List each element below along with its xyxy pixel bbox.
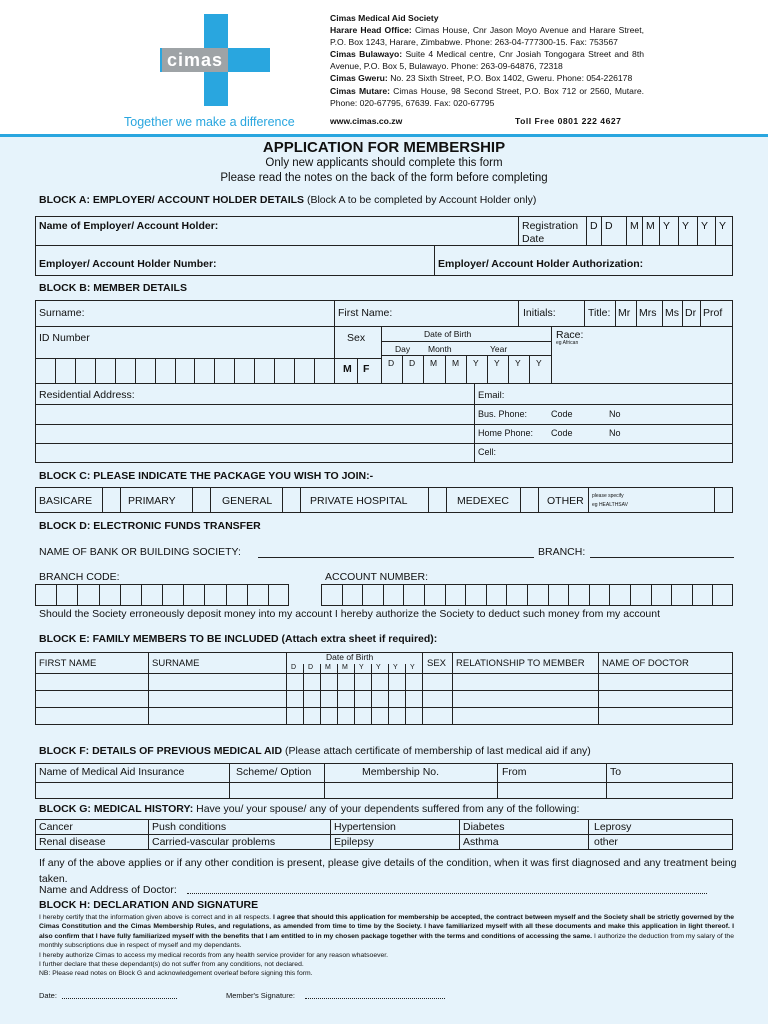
prev-aid-col-3 xyxy=(497,763,498,799)
harare-address: Cimas House, Cnr Jason Moyo Avenue and Harare Street, P.O. Box 1243, Harare, Zimbabwe. Phone: 263-04-777300-15. Fax: 753567 xyxy=(330,25,644,48)
reg-date-cell-divider xyxy=(715,216,716,245)
medical-condition-row2-0[interactable]: Renal disease xyxy=(39,836,106,848)
header-divider xyxy=(0,134,768,137)
family-dob-letter-4: Y xyxy=(359,664,364,671)
family-dob-letter-2: M xyxy=(325,664,331,671)
block-b-heading: BLOCK B: MEMBER DETAILS xyxy=(39,282,187,294)
previous-aid-header-line xyxy=(35,782,733,783)
family-col-divider xyxy=(452,652,453,725)
sex-label: Sex xyxy=(347,332,366,344)
doctor-name-address-label: Name and Address of Doctor: xyxy=(39,884,177,896)
branch-code-cell-divider xyxy=(77,584,78,606)
title-divider xyxy=(584,300,585,326)
date-label: Date: xyxy=(39,991,57,1000)
family-col-divider xyxy=(422,652,423,725)
dob-cell-6[interactable]: Y xyxy=(515,358,521,368)
sex-female-option[interactable]: F xyxy=(363,363,370,375)
authorize-deduction-text: Should the Society erroneously deposit money into my account I hereby authorize the Society to deduct such money from my account xyxy=(39,608,661,620)
package-option-0[interactable]: BASICARE xyxy=(39,495,93,507)
package-cell-divider xyxy=(538,487,539,513)
id-number-label: ID Number xyxy=(39,332,90,344)
contact-column-divider xyxy=(474,383,475,463)
contact-details xyxy=(330,12,644,109)
surname-label: Surname: xyxy=(39,307,85,319)
id-cell-divider xyxy=(254,358,255,383)
dob-cell-4[interactable]: Y xyxy=(473,358,479,368)
cell-label: Cell: xyxy=(478,447,497,457)
family-col-divider xyxy=(598,652,599,725)
medical-condition-row2-2[interactable]: Epilepsy xyxy=(334,836,374,848)
block-a-divider xyxy=(35,245,733,246)
medical-history-mid-line xyxy=(35,834,733,835)
package-option-5[interactable]: OTHER xyxy=(547,495,584,507)
reg-date-cell-0[interactable]: D xyxy=(590,220,598,232)
branch-code-cell-divider xyxy=(120,584,121,606)
first-name-label: First Name: xyxy=(338,307,393,319)
col-first-name: FIRST NAME xyxy=(39,658,97,669)
subtitle-read-notes: Please read the notes on the back of the form before completing xyxy=(220,172,548,184)
branch-code-cell-divider xyxy=(56,584,57,606)
reg-date-cell-4[interactable]: Y xyxy=(663,220,671,232)
block-h-heading: BLOCK H: DECLARATION AND SIGNATURE xyxy=(39,899,259,911)
account-number-cell-divider xyxy=(609,584,610,606)
account-number-cell-divider xyxy=(589,584,590,606)
sex-cells-top xyxy=(334,358,381,359)
package-option-1[interactable]: PRIMARY xyxy=(128,495,176,507)
id-cell-divider xyxy=(95,358,96,383)
condition-details-text: If any of the above applies or if any other condition is present, please give details of the condition, when it was first diagnosed and any treatment being taken. xyxy=(39,857,737,885)
branch-code-cell-divider xyxy=(141,584,142,606)
package-cell-divider xyxy=(102,487,103,513)
block-b-box xyxy=(35,300,733,463)
dob-day-label: Day xyxy=(395,344,411,354)
id-cell-divider xyxy=(294,358,295,383)
home-phone-label: Home Phone: xyxy=(478,428,534,438)
account-number-cell-divider xyxy=(445,584,446,606)
col-scheme-option: Scheme/ Option xyxy=(236,766,312,778)
website[interactable]: www.cimas.co.zw xyxy=(330,116,403,126)
block-f-heading: BLOCK F: DETAILS OF PREVIOUS MEDICAL AID (Please attach certificate of membership of last medical aid if any) xyxy=(39,745,591,757)
dob-cell-3[interactable]: M xyxy=(452,358,460,368)
block-a-heading: BLOCK A: EMPLOYER/ ACCOUNT HOLDER DETAILS (Block A to be completed by Account Holder only) xyxy=(39,194,537,206)
medical-condition-row2-4[interactable]: other xyxy=(594,836,618,848)
dob-cell-5[interactable]: Y xyxy=(494,358,500,368)
col-membership-no: Membership No. xyxy=(362,766,440,778)
residential-address-label: Residential Address: xyxy=(39,389,135,401)
race-divider xyxy=(551,326,552,383)
reg-date-cell-divider xyxy=(697,216,698,245)
account-number-cell-divider xyxy=(424,584,425,606)
block-c-heading: BLOCK C: PLEASE INDICATE THE PACKAGE YOU WISH TO JOIN:- xyxy=(39,470,374,482)
branch-code-cell-divider xyxy=(247,584,248,606)
account-number-cell-divider xyxy=(342,584,343,606)
reg-date-cell-1[interactable]: D xyxy=(605,220,613,232)
harare-label: Harare Head Office: xyxy=(330,25,412,36)
branch-code-cell-divider xyxy=(99,584,100,606)
medical-condition-row1-4[interactable]: Leprosy xyxy=(594,821,632,833)
reg-date-cell-5[interactable]: Y xyxy=(682,220,690,232)
id-cell-divider xyxy=(314,358,315,383)
reg-date-divider xyxy=(518,216,519,245)
title-divider xyxy=(636,300,637,326)
title-option-1[interactable]: Mrs xyxy=(639,307,657,319)
family-dob-divider xyxy=(337,664,338,725)
reg-date-cell-2[interactable]: M xyxy=(630,220,639,232)
tagline: Together we make a difference xyxy=(124,115,295,129)
account-number-cell-divider xyxy=(465,584,466,606)
id-cell-divider xyxy=(155,358,156,383)
title-divider xyxy=(615,300,616,326)
medical-condition-row2-3[interactable]: Asthma xyxy=(463,836,499,848)
date-line[interactable] xyxy=(62,998,177,999)
account-number-cell-divider xyxy=(362,584,363,606)
title-option-3[interactable]: Dr xyxy=(685,307,697,319)
family-dob-divider xyxy=(320,664,321,725)
form-title: APPLICATION FOR MEMBERSHIP xyxy=(262,139,506,156)
family-col-divider xyxy=(286,652,287,725)
package-option-3[interactable]: PRIVATE HOSPITAL xyxy=(310,495,408,507)
dob-cell-divider xyxy=(466,355,467,383)
org-name: Cimas Medical Aid Society xyxy=(330,13,439,23)
race-label: Race: xyxy=(556,329,584,341)
medical-condition-row2-1[interactable]: Carried-vascular problems xyxy=(152,836,276,848)
dob-month-label: Month xyxy=(428,344,452,354)
reg-date-cell-divider xyxy=(601,216,602,245)
gweru-address: No. 23 Sixth Street, P.O. Box 1402, Gweru. Phone: 054-226178 xyxy=(390,73,633,84)
sex-male-option[interactable]: M xyxy=(343,363,352,375)
branch-line[interactable] xyxy=(590,557,734,558)
reg-date-label-1: Registration xyxy=(522,220,579,232)
other-specify-note: please specify xyxy=(592,493,624,499)
reg-date-cell-divider xyxy=(626,216,627,245)
family-dob-letter-5: Y xyxy=(376,664,381,671)
package-cell-divider xyxy=(588,487,589,513)
branch-code-label: BRANCH CODE: xyxy=(39,571,120,583)
account-number-cell-divider xyxy=(486,584,487,606)
cimas-logo xyxy=(160,14,270,106)
medical-condition-row1-3[interactable]: Diabetes xyxy=(463,821,505,833)
account-number-cell-divider xyxy=(527,584,528,606)
title-divider xyxy=(682,300,683,326)
package-cell-divider xyxy=(446,487,447,513)
addr-line-2 xyxy=(35,424,733,425)
id-cell-divider xyxy=(214,358,215,383)
family-dob-letter-7: Y xyxy=(410,664,415,671)
initials-label: Initials: xyxy=(523,307,556,319)
package-cell-divider xyxy=(210,487,211,513)
mutare-address: Cimas House, 98 Second Street, P.O. Box 712 or 2560, Mutare. Phone: 020-67795, 67639. Fax: 020-67795 xyxy=(330,85,644,108)
dob-cell-divider xyxy=(529,355,530,383)
account-number-cell-divider xyxy=(568,584,569,606)
reg-date-cell-7[interactable]: Y xyxy=(719,220,727,232)
id-cell-divider xyxy=(115,358,116,383)
bank-name-label: NAME OF BANK OR BUILDING SOCIETY: xyxy=(39,546,241,558)
prev-aid-col-1 xyxy=(229,763,230,799)
title-option-4[interactable]: Prof xyxy=(703,307,723,319)
dob-label: Date of Birth xyxy=(424,329,472,339)
logo-wordmark: cimas xyxy=(162,48,228,72)
id-cells-top xyxy=(35,358,334,359)
account-number-label: ACCOUNT NUMBER: xyxy=(325,571,429,583)
medical-col-divider xyxy=(330,819,331,850)
family-dob-divider xyxy=(405,664,406,725)
doctor-name-address-line[interactable] xyxy=(187,893,707,894)
account-number-cell-divider xyxy=(712,584,713,606)
branch-label: BRANCH: xyxy=(538,546,586,558)
branch-code-cell-divider xyxy=(268,584,269,606)
medical-col-divider xyxy=(148,819,149,850)
family-dob-letter-1: D xyxy=(308,664,314,671)
id-cell-divider xyxy=(234,358,235,383)
reg-date-cell-divider xyxy=(642,216,643,245)
family-col-divider xyxy=(148,652,149,725)
package-cell-divider xyxy=(192,487,193,513)
bus-phone-label: Bus. Phone: xyxy=(478,409,528,419)
bulawayo-label: Cimas Bulawayo: xyxy=(330,49,403,60)
col-to: To xyxy=(610,766,622,778)
dob-year-label: Year xyxy=(490,344,508,354)
account-number-cell-divider xyxy=(403,584,404,606)
family-row-divider xyxy=(35,690,733,691)
family-dob-letter-0: D xyxy=(291,664,297,671)
surname-divider xyxy=(334,300,335,383)
account-number-cell-divider xyxy=(651,584,652,606)
subtitle-new-applicants: Only new applicants should complete this form xyxy=(265,157,503,169)
dob-cell-divider xyxy=(508,355,509,383)
declaration-text: I hereby certify that the information given above is correct and in all respects. I agree that should this application for membership be accepted, the contract between myself and the Society shall be strictly governed by the Cimas Constitution and the Cimas Membership Rules, and regulations, as amended from time to time by the Society. I have familiarized myself with all these documents and make this application in light thereof. I also confirm that I have fully familiarized myself with the benefits that I am entitled to in my chosen package together with the terms and conditions of accessing the same. I authorize the deduction from my salary of the monthly subscriptions due in respect of myself and my dependants. I hereby authorize Cimas to access my medical records from any health service provider for any reason whatsoever. I further declare that these dependant(s) do not suffer from any conditions, not declared. NB: Please read notes on Block G and acknowledgement overleaf before signing this form. xyxy=(39,914,735,978)
member-signature-label: Member's Signature: xyxy=(226,991,295,1000)
home-phone-no-label: No xyxy=(609,428,621,438)
bus-phone-no-label: No xyxy=(609,409,621,419)
col-medical-aid-name: Name of Medical Aid Insurance xyxy=(39,766,185,778)
bank-name-line[interactable] xyxy=(258,557,534,558)
addr-line-1 xyxy=(35,404,733,405)
package-cell-divider xyxy=(120,487,121,513)
bulawayo-address: Suite 4 Medical centre, Cnr Josiah Tongogara Street and 8th Avenue, P.O. Box 5, Bulawayo. Phone: 263-09-64876, 72318 xyxy=(330,49,644,72)
family-dob-divider xyxy=(303,664,304,725)
family-dob-divider xyxy=(371,664,372,725)
title-option-0[interactable]: Mr xyxy=(618,307,631,319)
family-row-divider xyxy=(35,707,733,708)
title-divider xyxy=(700,300,701,326)
title-label: Title: xyxy=(588,307,611,319)
block-b-row1-divider xyxy=(35,326,733,327)
family-dob-divider xyxy=(388,664,389,725)
branch-code-cell-divider xyxy=(162,584,163,606)
col-surname: SURNAME xyxy=(152,658,200,669)
letterhead xyxy=(0,0,768,136)
title-option-2[interactable]: Ms xyxy=(665,307,679,319)
family-dob-letter-3: M xyxy=(342,664,348,671)
dob-cell-divider xyxy=(487,355,488,383)
dob-cell-1[interactable]: D xyxy=(409,358,416,368)
col-name-of-doctor: NAME OF DOCTOR xyxy=(602,658,689,669)
account-number-cell-divider xyxy=(383,584,384,606)
dob-cell-7[interactable]: Y xyxy=(536,358,542,368)
account-number-cell-divider xyxy=(671,584,672,606)
reg-date-cell-divider xyxy=(659,216,660,245)
sex-mf-divider xyxy=(357,358,358,383)
id-cell-divider xyxy=(274,358,275,383)
medical-condition-row1-1[interactable]: Push conditions xyxy=(152,821,227,833)
block-b-row3-divider xyxy=(35,383,733,384)
package-cell-divider xyxy=(282,487,283,513)
branch-code-cell-divider xyxy=(226,584,227,606)
addr-line-3 xyxy=(35,443,733,444)
initials-divider xyxy=(518,300,519,326)
package-cell-divider xyxy=(428,487,429,513)
prev-aid-col-4 xyxy=(606,763,607,799)
col-date-of-birth: Date of Birth xyxy=(326,652,374,662)
id-cell-divider xyxy=(175,358,176,383)
col-sex: SEX xyxy=(427,658,447,669)
employer-name-label: Name of Employer/ Account Holder: xyxy=(39,220,219,232)
package-option-2[interactable]: GENERAL xyxy=(222,495,273,507)
package-cell-divider xyxy=(520,487,521,513)
reg-date-cell-3[interactable]: M xyxy=(646,220,655,232)
dob-cell-2[interactable]: M xyxy=(430,358,438,368)
medical-col-divider xyxy=(459,819,460,850)
reg-date-cell-divider xyxy=(678,216,679,245)
email-label: Email: xyxy=(478,390,505,401)
family-dob-letter-6: Y xyxy=(393,664,398,671)
branch-code-cell-divider xyxy=(204,584,205,606)
gweru-label: Cimas Gweru: xyxy=(330,73,388,84)
mutare-label: Cimas Mutare: xyxy=(330,85,390,96)
reg-date-cell-divider xyxy=(586,216,587,245)
medical-condition-row1-2[interactable]: Hypertension xyxy=(334,821,396,833)
medical-condition-row1-0[interactable]: Cancer xyxy=(39,821,73,833)
id-cell-divider xyxy=(135,358,136,383)
family-row-divider xyxy=(35,673,733,674)
account-number-cell-divider xyxy=(630,584,631,606)
id-cell-divider xyxy=(75,358,76,383)
family-dob-divider xyxy=(354,664,355,725)
id-cell-divider xyxy=(55,358,56,383)
authorization-divider xyxy=(434,245,435,276)
col-relationship: RELATIONSHIP TO MEMBER xyxy=(456,658,585,669)
title-divider xyxy=(662,300,663,326)
dob-cell-divider xyxy=(402,355,403,383)
branch-code-cell-divider xyxy=(183,584,184,606)
reg-date-cell-6[interactable]: Y xyxy=(701,220,709,232)
home-phone-code-label: Code xyxy=(551,428,573,438)
other-specify-example: eg HEALTHSAV xyxy=(592,502,628,508)
dob-cell-divider xyxy=(445,355,446,383)
dob-header-line xyxy=(381,341,551,342)
toll-free-number: Toll Free 0801 222 4627 xyxy=(515,116,622,126)
col-from: From xyxy=(502,766,527,778)
race-example: eg African xyxy=(556,340,579,346)
account-number-cell-divider xyxy=(548,584,549,606)
package-cell-divider xyxy=(300,487,301,513)
bus-phone-code-label: Code xyxy=(551,409,573,419)
account-number-cell-divider xyxy=(506,584,507,606)
reg-date-label-2: Date xyxy=(522,233,545,245)
medical-col-divider xyxy=(588,819,589,850)
member-signature-line[interactable] xyxy=(305,998,445,999)
block-e-heading: BLOCK E: FAMILY MEMBERS TO BE INCLUDED (Attach extra sheet if required): xyxy=(39,633,438,645)
id-cell-divider xyxy=(194,358,195,383)
block-g-heading: BLOCK G: MEDICAL HISTORY: Have you/ your spouse/ any of your dependents suffered from any of the following: xyxy=(39,803,580,815)
account-number-cell-divider xyxy=(692,584,693,606)
prev-aid-col-2 xyxy=(324,763,325,799)
package-cell-divider xyxy=(714,487,715,513)
block-d-heading: BLOCK D: ELECTRONIC FUNDS TRANSFER xyxy=(39,520,261,532)
dob-cell-0[interactable]: D xyxy=(388,358,395,368)
authorization-label: Employer/ Account Holder Authorization: xyxy=(438,258,644,270)
employer-number-label: Employer/ Account Holder Number: xyxy=(39,258,217,270)
dob-cell-divider xyxy=(423,355,424,383)
package-option-4[interactable]: MEDEXEC xyxy=(457,495,509,507)
